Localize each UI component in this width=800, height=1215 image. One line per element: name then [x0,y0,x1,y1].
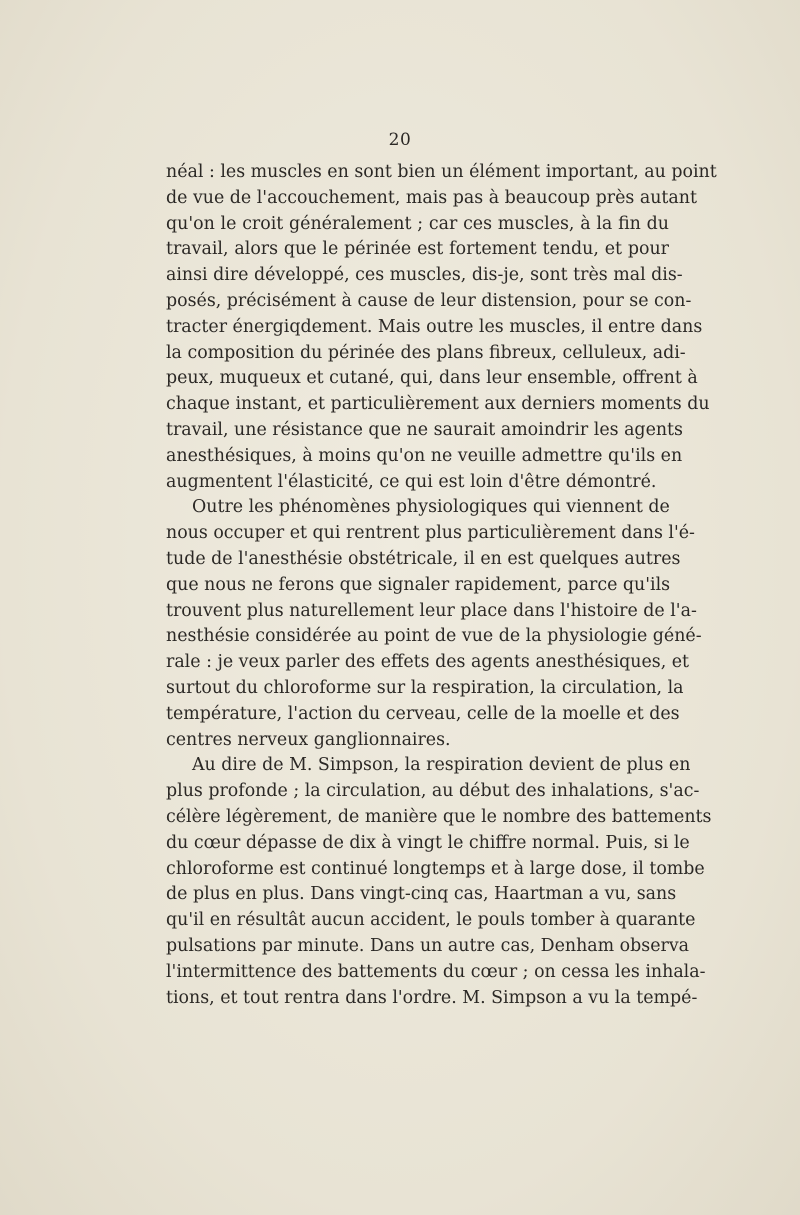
text-line: chloroforme est continué longtemps et à large dose, il tombe [166,858,705,879]
text-line: surtout du chloroforme sur la respiration, la circulation, la [166,677,684,698]
text-line: rale : je veux parler des effets des agents anesthésiques, et [166,652,690,673]
text-line: néal : les muscles en sont bien un élément important, au point [166,162,717,182]
text-line: centres nerveux ganglionnaires. [166,729,451,750]
text-line: tracter énergiqdement. Mais outre les muscles, il entre dans [166,316,703,337]
paragraph [166,495,702,753]
text-line: peux, muqueux et cutané, qui, dans leur ensemble, offrent à [166,368,698,389]
text-line: du cœur dépasse de dix à vingt le chiffre normal. Puis, si le [166,832,690,853]
text-line: célère légèrement, de manière que le nombre des battements [166,806,712,827]
text-line: que nous ne ferons que signaler rapidement, parce qu'ils [166,574,671,595]
paragraph [166,160,717,495]
text-line: ainsi dire développé, ces muscles, dis-je, sont très mal dis- [166,265,683,286]
paragraph [166,753,712,1011]
text-line: nesthésie considérée au point de vue de la physiologie géné- [166,626,702,647]
body-text [166,160,717,1011]
text-line: de vue de l'accouchement, mais pas à beaucoup près autant [166,187,697,208]
text-line: qu'il en résultât aucun accident, le pouls tomber à quarante [166,910,696,931]
text-line: anesthésiques, à moins qu'on ne veuille admettre qu'ils en [166,445,683,466]
page-number: 20 [388,130,412,150]
text-line: la composition du périnée des plans fibreux, celluleux, adi- [166,342,686,363]
text-line: augmentent l'élasticité, ce qui est loin d'être démontré. [166,471,657,492]
text-line: Au dire de M. Simpson, la respiration devient de plus en [192,755,691,776]
text-line: température, l'action du cerveau, celle de la moelle et des [166,703,680,724]
text-line: de plus en plus. Dans vingt-cinq cas, Haartman a vu, sans [166,884,677,905]
text-line: tions, et tout rentra dans l'ordre. M. Simpson a vu la tempé- [166,987,698,1008]
text-line: trouvent plus naturellement leur place dans l'histoire de l'a- [166,600,697,621]
text-line: qu'on le croit généralement ; car ces muscles, à la fin du [166,213,669,234]
text-line: Outre les phénomènes physiologiques qui viennent de [192,497,670,518]
text-line: chaque instant, et particulièrement aux derniers moments du [166,394,710,415]
text-line: travail, une résistance que ne saurait amoindrir les agents [166,419,683,440]
text-line: pulsations par minute. Dans un autre cas, Denham observa [166,935,690,956]
text-line: nous occuper et qui rentrent plus particulièrement dans l'é- [166,523,695,544]
text-line: tude de l'anesthésie obstétricale, il en est quelques autres [166,548,681,569]
text-line: travail, alors que le périnée est fortement tendu, et pour [166,239,669,260]
text-line: plus profonde ; la circulation, au début des inhalations, s'ac- [166,781,700,802]
text-line: l'intermittence des battements du cœur ; on cessa les inhala- [166,961,706,982]
text-line: posés, précisément à cause de leur distension, pour se con- [166,290,692,311]
